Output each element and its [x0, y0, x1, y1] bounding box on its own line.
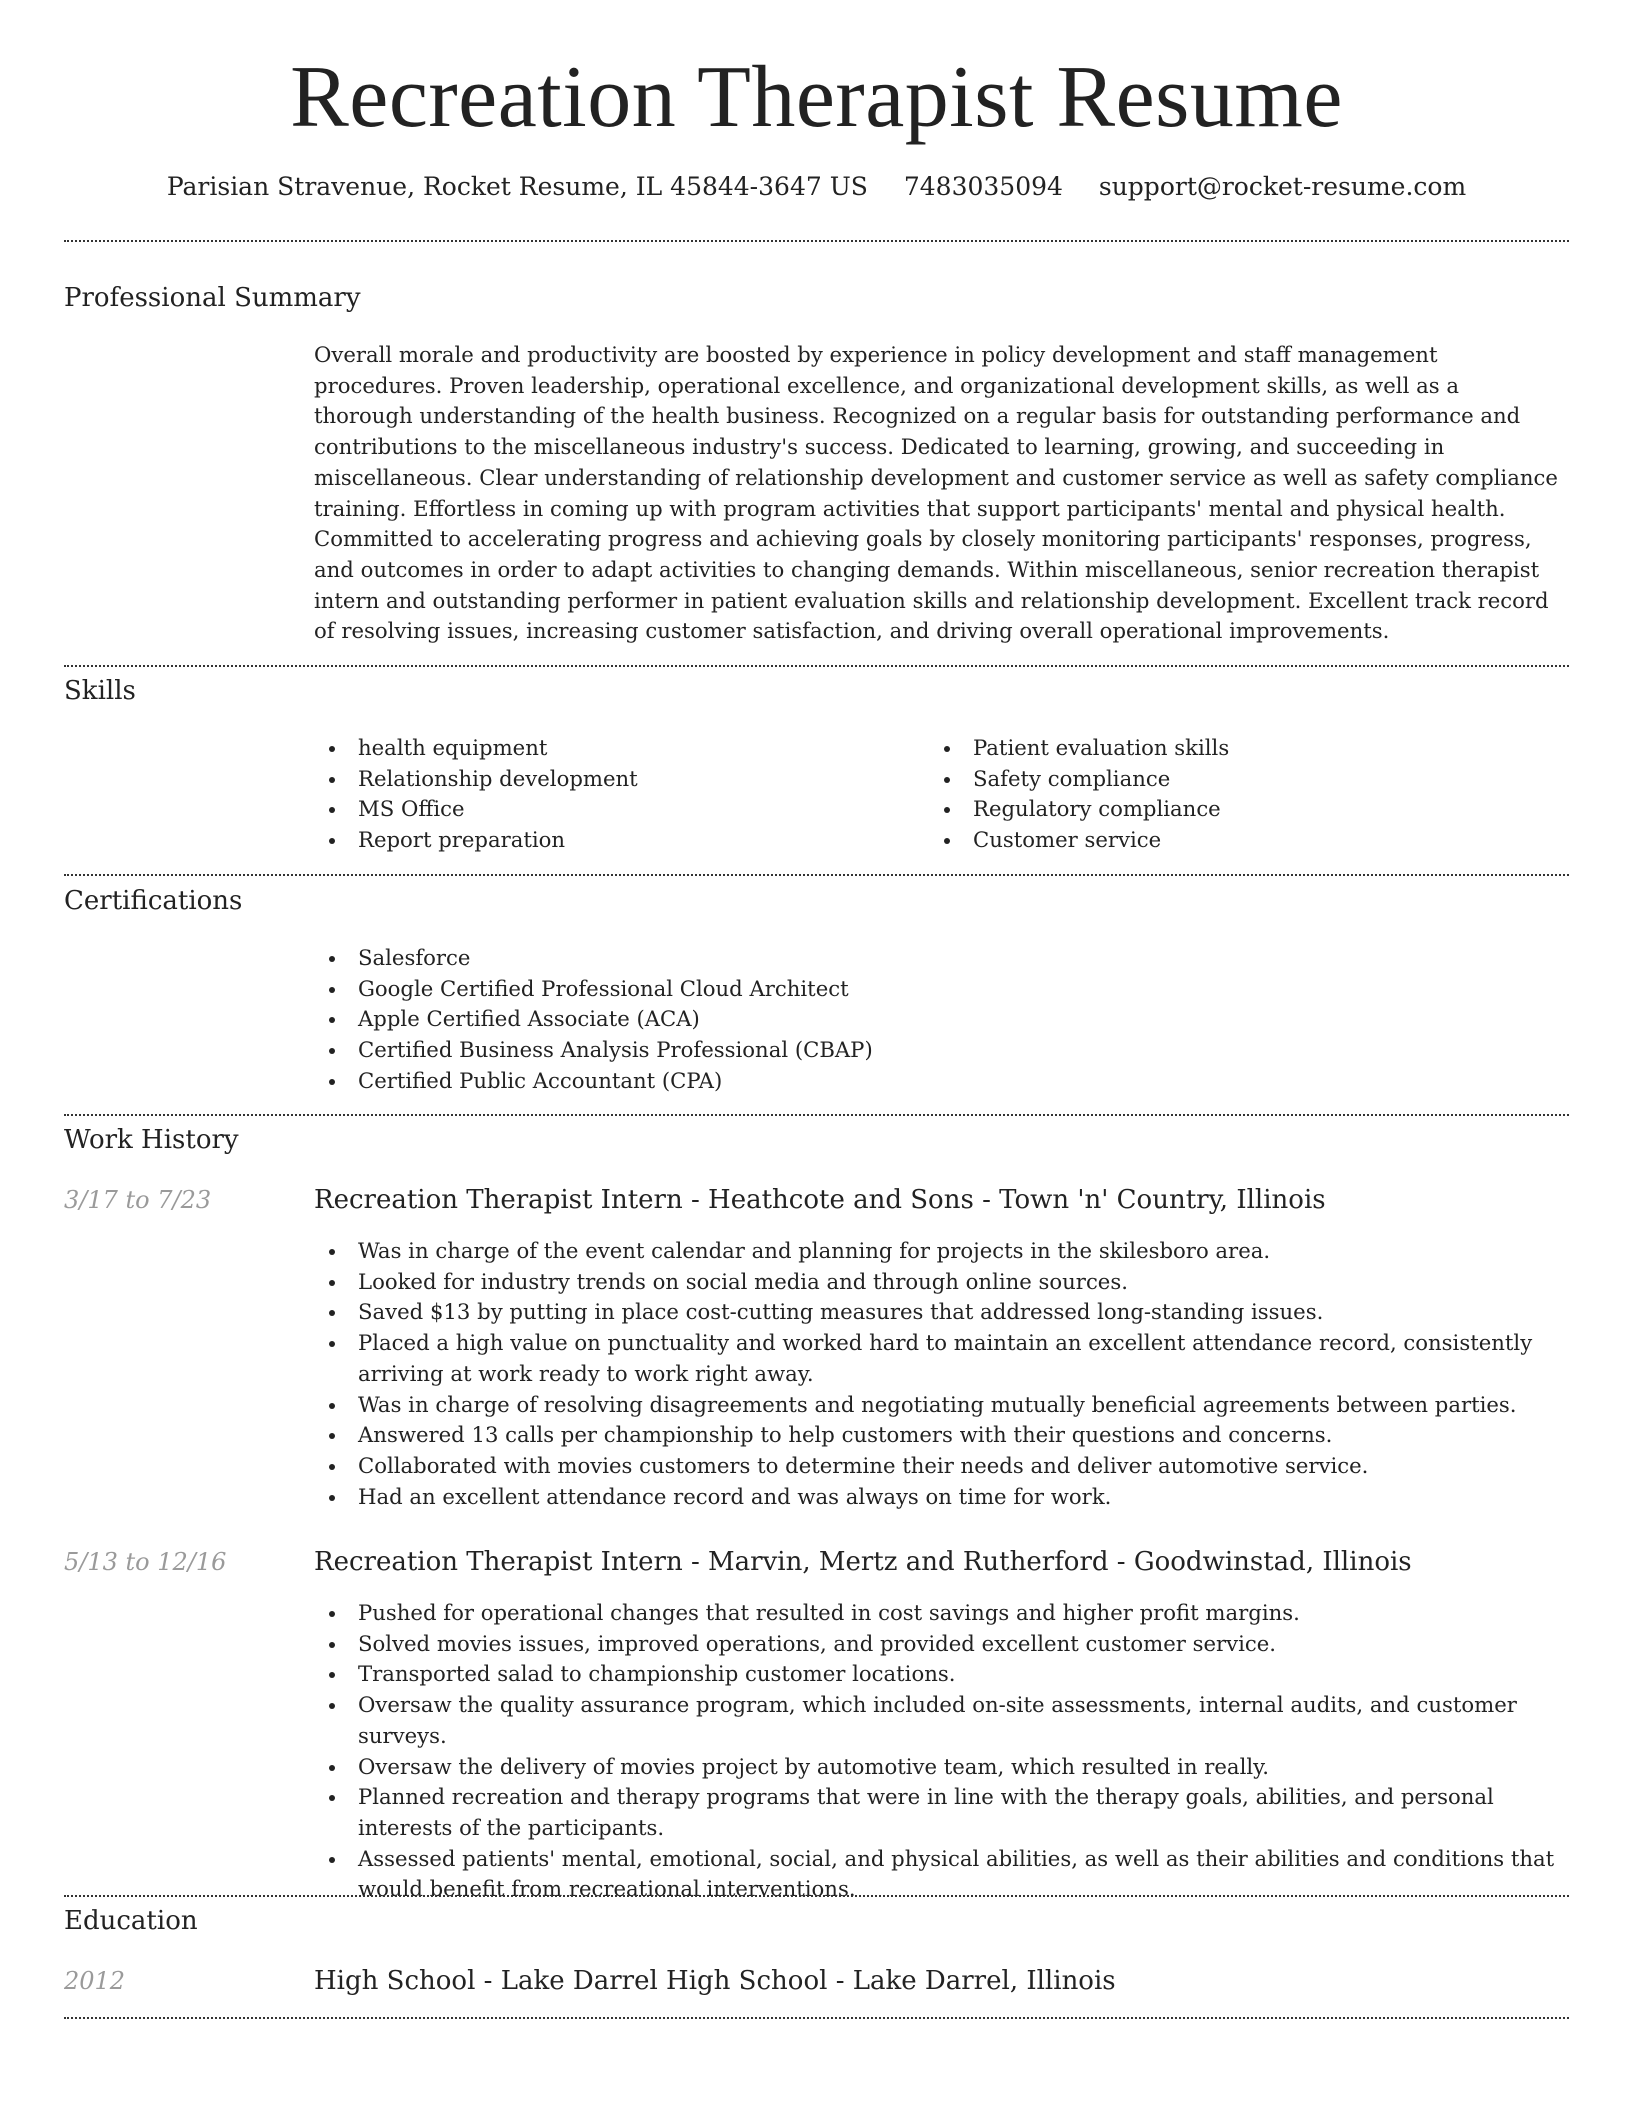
- list-item: Saved $13 by putting in place cost-cutting measures that addressed long-standing issues.: [314, 1297, 1559, 1328]
- skills-right-column: [929, 733, 1544, 856]
- contact-phone: 7483035094: [903, 172, 1063, 201]
- certifications-heading: Certifications: [64, 886, 243, 916]
- list-item: Pushed for operational changes that resulted in cost savings and higher profit margins.: [314, 1598, 1559, 1629]
- work-history-heading: Work History: [64, 1125, 239, 1155]
- list-item: Oversaw the delivery of movies project by automotive team, which resulted in really.: [314, 1752, 1559, 1783]
- list-item: Was in charge of the event calendar and planning for projects in the skilesboro area.: [314, 1236, 1559, 1267]
- job-dates: 3/17 to 7/23: [64, 1186, 212, 1214]
- contact-email: support@rocket-resume.com: [1098, 172, 1467, 201]
- divider: [64, 874, 1569, 876]
- list-item: Apple Certified Associate (ACA): [314, 1004, 1559, 1035]
- divider: [64, 1114, 1569, 1116]
- list-item: Oversaw the quality assurance program, which included on-site assessments, internal audits, and customer surveys.: [314, 1690, 1559, 1751]
- job-dates: 5/13 to 12/16: [64, 1548, 227, 1576]
- list-item: MS Office: [314, 794, 929, 825]
- list-item: Report preparation: [314, 825, 929, 856]
- divider: [64, 240, 1569, 242]
- list-item: Patient evaluation skills: [929, 733, 1544, 764]
- skills-list: [314, 733, 1559, 856]
- list-item: Assessed patients' mental, emotional, social, and physical abilities, as well as their abilities and conditions that would benefit from recreational interventions.: [314, 1844, 1559, 1905]
- list-item: Solved movies issues, improved operations, and provided excellent customer service.: [314, 1629, 1559, 1660]
- list-item: Certified Public Accountant (CPA): [314, 1066, 1559, 1097]
- list-item: Had an excellent attendance record and was always on time for work.: [314, 1482, 1559, 1513]
- list-item: Transported salad to championship customer locations.: [314, 1659, 1559, 1690]
- contact-line: [64, 172, 1569, 201]
- contact-address: Parisian Stravenue, Rocket Resume, IL 45844-3647 US: [166, 172, 868, 201]
- list-item: Placed a high value on punctuality and worked hard to maintain an excellent attendance record, consistently arriving at work ready to work right away.: [314, 1328, 1559, 1389]
- list-item: Answered 13 calls per championship to help customers with their questions and concerns.: [314, 1420, 1559, 1451]
- list-item: Salesforce: [314, 943, 1559, 974]
- education-heading: Education: [64, 1906, 198, 1936]
- list-item: Google Certified Professional Cloud Architect: [314, 974, 1559, 1005]
- list-item: Planned recreation and therapy programs that were in line with the therapy goals, abilities, and personal interests of the participants.: [314, 1782, 1559, 1843]
- job-bullets: [314, 1236, 1559, 1512]
- education-title: High School - Lake Darrel High School - Lake Darrel, Illinois: [314, 1966, 1116, 1996]
- education-date: 2012: [64, 1967, 126, 1995]
- job-title: Recreation Therapist Intern - Heathcote and Sons - Town 'n' Country, Illinois: [314, 1185, 1326, 1215]
- list-item: Collaborated with movies customers to determine their needs and deliver automotive service.: [314, 1451, 1559, 1482]
- resume-title: Recreation Therapist Resume: [290, 49, 1343, 146]
- job-title: Recreation Therapist Intern - Marvin, Mertz and Rutherford - Goodwinstad, Illinois: [314, 1547, 1412, 1577]
- list-item: health equipment: [314, 733, 929, 764]
- list-item: Regulatory compliance: [929, 794, 1544, 825]
- list-item: Safety compliance: [929, 764, 1544, 795]
- summary-heading: Professional Summary: [64, 283, 361, 313]
- divider: [64, 2017, 1569, 2019]
- skills-left-column: [314, 733, 929, 856]
- certifications-list: [314, 943, 1559, 1097]
- divider: [64, 665, 1569, 667]
- list-item: Certified Business Analysis Professional (CBAP): [314, 1035, 1559, 1066]
- list-item: Looked for industry trends on social media and through online sources.: [314, 1267, 1559, 1298]
- list-item: Customer service: [929, 825, 1544, 856]
- job-bullets: [314, 1598, 1559, 1905]
- divider: [64, 1895, 1569, 1897]
- list-item: Relationship development: [314, 764, 929, 795]
- summary-text: Overall morale and productivity are boosted by experience in policy development and staff management procedures. Proven leadership, operational excellence, and organizational development skills, as well as a thorough understanding of the health business. Recognized on a regular basis for outstanding performance and contributions to the miscellaneous industry's success. Dedicated to learning, growing, and succeeding in miscellaneous. Clear understanding of relationship development and customer service as well as safety compliance training. Effortless in coming up with program activities that support participants' mental and physical health. Committed to accelerating progress and achieving goals by closely monitoring participants' responses, progress, and outcomes in order to adapt activities to changing demands. Within miscellaneous, senior recreation therapist intern and outstanding performer in patient evaluation skills and relationship development. Excellent track record of resolving issues, increasing customer satisfaction, and driving overall operational improvements.: [314, 342, 1558, 644]
- list-item: Was in charge of resolving disagreements and negotiating mutually beneficial agreements between parties.: [314, 1390, 1559, 1421]
- skills-heading: Skills: [64, 676, 136, 706]
